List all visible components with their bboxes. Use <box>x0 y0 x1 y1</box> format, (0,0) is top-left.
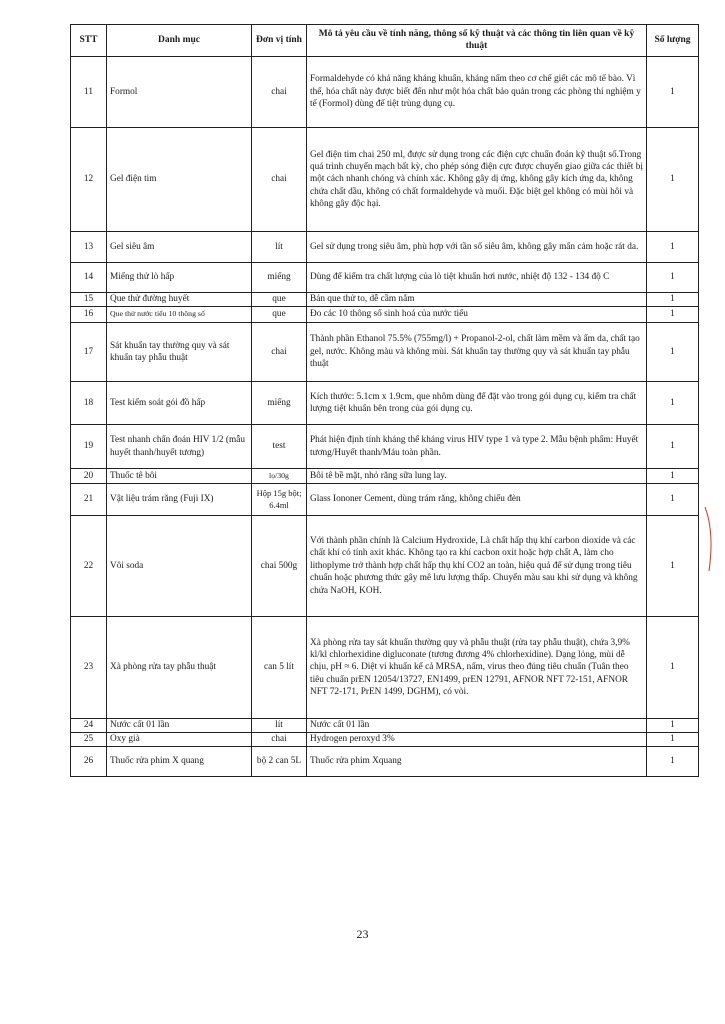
table-row <box>71 747 699 777</box>
row-name: Sát khuẩn tay thường quy và sát khuẩn tay phẫu thuật <box>107 323 252 382</box>
row-name: Gel điện tim <box>107 128 252 232</box>
row-name: Formol <box>107 57 252 128</box>
row-name: Thuốc tê bôi <box>107 469 252 484</box>
row-unit: miếng <box>252 382 307 425</box>
row-quantity: 1 <box>647 747 699 777</box>
row-description: Xà phòng rửa tay sát khuẩn thường quy và phẫu thuật (rửa tay phẫu thuật), chứa 3,9% kl/kl chlorhexidine digluconate (tương đương 4% chlorhexidine). Dạng lỏng, mùi dễ chịu, pH ≈ 6. Diệt vi khuẩn kể cả MRSA, nấm, virus theo đúng tiêu chuẩn (Tuân theo tiêu chuẩn prEN 12054/13727, EN1499, prEN 12791, AFNOR NFT 72-151, AFNOR NFT 72-171, PrEN 1499, DGHM), có vòi. <box>307 617 647 719</box>
row-name: Oxy già <box>107 733 252 747</box>
row-description: Glass Iononer Cement, dùng trám răng, không chiếu đèn <box>307 484 647 516</box>
table-row <box>71 484 699 516</box>
row-quantity: 1 <box>647 293 699 307</box>
row-quantity: 1 <box>647 57 699 128</box>
row-stt: 18 <box>71 382 107 425</box>
table-row <box>71 232 699 263</box>
row-unit: lít <box>252 232 307 263</box>
table-row <box>71 293 699 307</box>
row-description: Với thành phần chính là Calcium Hydroxide, Là chất hấp thụ khí carbon dioxide và các chất khí có tính axit khác. Không tạo ra khí cacbon oxit hoặc hợp chất A, làm cho lithoplyme trở thành hợp chất hấp thụ khí CO2 an toàn, hiệu quả để sử dụng trong tiêu chuẩn hoặc phương thức gây mê lưu lượng thấp. Chuyển màu sau khi sử dụng và không chứa NaOH, KOH. <box>307 516 647 617</box>
header-category: Danh mục <box>107 25 252 57</box>
row-stt: 17 <box>71 323 107 382</box>
row-unit: bộ 2 can 5L <box>252 747 307 777</box>
row-unit: que <box>252 307 307 323</box>
row-stt: 23 <box>71 617 107 719</box>
row-name: Nước cất 01 lần <box>107 719 252 733</box>
row-description: Hydrogen peroxyd 3% <box>307 733 647 747</box>
row-unit: lọ/30g <box>252 469 307 484</box>
table-row <box>71 733 699 747</box>
row-quantity: 1 <box>647 382 699 425</box>
row-quantity: 1 <box>647 263 699 293</box>
row-description: Phát hiện định tính kháng thể kháng virus HIV type 1 và type 2. Mẫu bệnh phẩm: Huyết tương/Huyết thanh/Máu toàn phần. <box>307 425 647 469</box>
header-unit: Đơn vị tính <box>252 25 307 57</box>
row-stt: 12 <box>71 128 107 232</box>
row-unit: chai 500g <box>252 516 307 617</box>
header-stt: STT <box>71 25 107 57</box>
row-name: Miếng thử lò hấp <box>107 263 252 293</box>
row-description: Bôi tê bề mặt, nhỏ răng sữa lung lay. <box>307 469 647 484</box>
row-unit: Hộp 15g bột; 6.4ml <box>252 484 307 516</box>
row-description: Bản que thử to, dễ cầm nắm <box>307 293 647 307</box>
row-description: Gel sử dụng trong siêu âm, phù hợp với tần số siêu âm, không gây mẩn cảm hoặc rát da. <box>307 232 647 263</box>
row-stt: 16 <box>71 307 107 323</box>
row-stt: 26 <box>71 747 107 777</box>
row-description: Formaldehyde có khả năng kháng khuẩn, kháng nấm theo cơ chế giết các mô tế bào. Vì thế, hóa chất này được biết đến như một hóa chất bảo quản trong các phòng thí nghiệm y tế (Formol) dùng để tiệt trùng dụng cụ. <box>307 57 647 128</box>
row-unit: miếng <box>252 263 307 293</box>
page-number: 23 <box>356 927 369 941</box>
row-unit: que <box>252 293 307 307</box>
row-description: Nước cất 01 lần <box>307 719 647 733</box>
row-quantity: 1 <box>647 425 699 469</box>
row-stt: 25 <box>71 733 107 747</box>
row-name: Vật liệu trám răng (Fuji IX) <box>107 484 252 516</box>
row-name: Test kiểm soát gói đồ hấp <box>107 382 252 425</box>
row-stt: 13 <box>71 232 107 263</box>
row-unit: chai <box>252 323 307 382</box>
row-quantity: 1 <box>647 617 699 719</box>
row-name: Test nhanh chẩn đoán HIV 1/2 (mẫu huyết thanh/huyết tương) <box>107 425 252 469</box>
row-name: Gel siêu âm <box>107 232 252 263</box>
row-name: Vôi soda <box>107 516 252 617</box>
row-description: Đo các 10 thông số sinh hoá của nước tiểu <box>307 307 647 323</box>
table-row <box>71 263 699 293</box>
row-quantity: 1 <box>647 232 699 263</box>
row-stt: 11 <box>71 57 107 128</box>
row-unit: chai <box>252 128 307 232</box>
table-header <box>71 25 699 57</box>
row-stt: 14 <box>71 263 107 293</box>
row-name: Que thử đường huyết <box>107 293 252 307</box>
header-quantity: Số lượng <box>647 25 699 57</box>
row-description: Kích thước: 5.1cm x 1.9cm, que nhôm dùng để đặt vào trong gói dụng cụ, kiểm tra chất lượng tiệt khuẩn bên trong của gói dụng cụ. <box>307 382 647 425</box>
row-stt: 20 <box>71 469 107 484</box>
row-description: Thuốc rửa phim Xquang <box>307 747 647 777</box>
row-unit: lít <box>252 719 307 733</box>
table-row <box>71 382 699 425</box>
row-unit: can 5 lít <box>252 617 307 719</box>
row-description: Gel điện tim chai 250 ml, được sử dụng trong các điện cực chuẩn đoán kỹ thuật số.Trong quá trình chuyển mạch bất kỳ, cho phép sóng điện cực được chuyển giao giữa các thiết bị một cách nhanh chóng và chính xác. Không gây dị ứng, không gây kích ứng da, không chứa chất dầu, không có chất formaldehyde và muối. Đặc biệt gel không có mùi hôi và không gây độc hại. <box>307 128 647 232</box>
table-row <box>71 57 699 128</box>
spec-table <box>70 24 699 777</box>
table-row <box>71 469 699 484</box>
row-stt: 22 <box>71 516 107 617</box>
row-quantity: 1 <box>647 516 699 617</box>
row-quantity: 1 <box>647 323 699 382</box>
margin-pen-mark <box>703 505 715 575</box>
row-stt: 15 <box>71 293 107 307</box>
row-quantity: 1 <box>647 719 699 733</box>
row-quantity: 1 <box>647 128 699 232</box>
table-row <box>71 128 699 232</box>
row-description: Thành phần Ethanol 75.5% (755mg/l) + Propanol-2-ol, chất làm mềm và ẩm da, chất tạo gel, nước. Không màu và không mùi. Sát khuẩn tay thường quy và sát khuẩn tay phẫu thuật <box>307 323 647 382</box>
row-unit: chai <box>252 733 307 747</box>
table-row <box>71 307 699 323</box>
row-quantity: 1 <box>647 307 699 323</box>
table-row <box>71 323 699 382</box>
row-name: Que thử nước tiểu 10 thông số <box>107 307 252 323</box>
header-description: Mô tả yêu cầu về tính năng, thông số kỹ thuật và các thông tin liên quan về kỹ thuật <box>307 25 647 57</box>
row-description: Dùng để kiểm tra chất lượng của lò tiệt khuẩn hơi nước, nhiệt độ 132 - 134 độ C <box>307 263 647 293</box>
row-unit: test <box>252 425 307 469</box>
row-stt: 21 <box>71 484 107 516</box>
table-row <box>71 719 699 733</box>
table-row <box>71 617 699 719</box>
row-stt: 19 <box>71 425 107 469</box>
row-quantity: 1 <box>647 733 699 747</box>
row-quantity: 1 <box>647 484 699 516</box>
row-quantity: 1 <box>647 469 699 484</box>
row-unit: chai <box>252 57 307 128</box>
table-row <box>71 516 699 617</box>
row-name: Xà phòng rửa tay phẫu thuật <box>107 617 252 719</box>
row-name: Thuốc rửa phim X quang <box>107 747 252 777</box>
table-row <box>71 425 699 469</box>
row-stt: 24 <box>71 719 107 733</box>
